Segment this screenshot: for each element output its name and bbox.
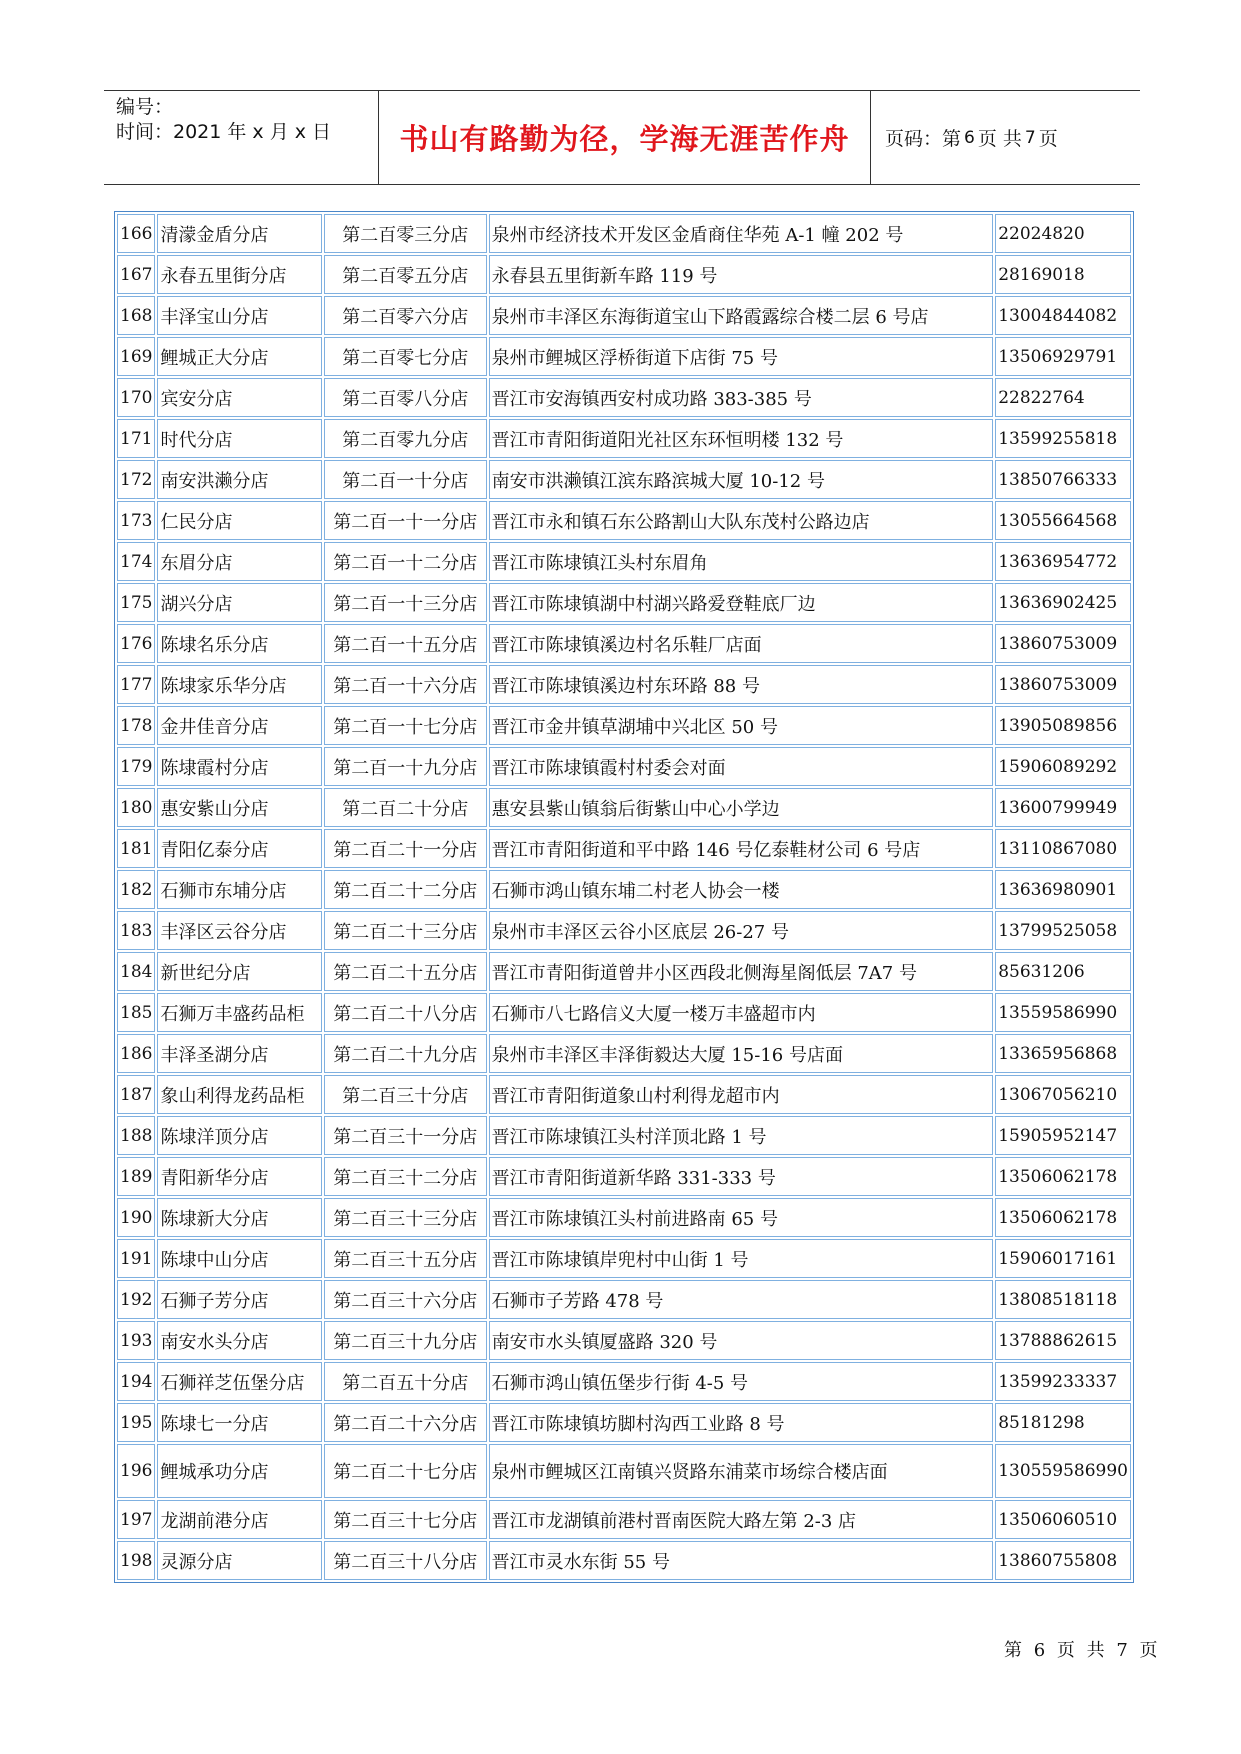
store-phone: 15906089292 <box>995 747 1131 786</box>
store-address: 石狮市八七路信义大厦一楼万丰盛超市内 <box>489 993 994 1032</box>
store-phone: 15905952147 <box>995 1116 1131 1155</box>
table-row <box>117 1362 1131 1401</box>
store-name: 陈埭中山分店 <box>157 1239 321 1278</box>
store-phone: 13788862615 <box>995 1321 1131 1360</box>
branch-code: 第二百二十二分店 <box>324 870 487 909</box>
store-name: 鲤城正大分店 <box>157 337 321 376</box>
table-row <box>117 665 1131 704</box>
row-number: 188 <box>117 1116 155 1155</box>
store-name: 丰泽区云谷分店 <box>157 911 321 950</box>
store-name: 惠安紫山分店 <box>157 788 321 827</box>
store-phone: 13808518118 <box>995 1280 1131 1319</box>
number-label: 编号： <box>116 96 174 118</box>
store-phone: 13636902425 <box>995 583 1131 622</box>
store-name: 陈埭新大分店 <box>157 1198 321 1237</box>
store-address: 晋江市青阳街道曾井小区西段北侧海星阁低层 7A7 号 <box>489 952 994 991</box>
store-name: 永春五里街分店 <box>157 255 321 294</box>
table-row <box>117 1034 1131 1073</box>
table-row <box>117 296 1131 335</box>
branch-code: 第二百零六分店 <box>324 296 487 335</box>
store-address: 晋江市陈埭镇溪边村东环路 88 号 <box>489 665 994 704</box>
store-address: 泉州市丰泽区云谷小区底层 26-27 号 <box>489 911 994 950</box>
store-name: 湖兴分店 <box>157 583 321 622</box>
store-name: 金井佳音分店 <box>157 706 321 745</box>
store-name: 象山利得龙药品柜 <box>157 1075 321 1114</box>
table-row <box>117 1116 1131 1155</box>
store-name: 陈埭名乐分店 <box>157 624 321 663</box>
branch-code: 第二百三十二分店 <box>324 1157 487 1196</box>
row-number: 168 <box>117 296 155 335</box>
row-number: 184 <box>117 952 155 991</box>
row-number: 187 <box>117 1075 155 1114</box>
page-header <box>104 90 1140 185</box>
table-row <box>117 788 1131 827</box>
table-row <box>117 337 1131 376</box>
row-number: 170 <box>117 378 155 417</box>
branch-code: 第二百二十一分店 <box>324 829 487 868</box>
row-number: 180 <box>117 788 155 827</box>
page-total: 7 <box>1024 127 1036 148</box>
table-row <box>117 501 1131 540</box>
store-phone: 13506929791 <box>995 337 1131 376</box>
branch-code: 第二百三十六分店 <box>324 1280 487 1319</box>
store-address: 晋江市安海镇西安村成功路 383-385 号 <box>489 378 994 417</box>
store-name: 石狮市东埔分店 <box>157 870 321 909</box>
table-row <box>117 1541 1131 1580</box>
store-name: 鲤城承功分店 <box>157 1444 321 1498</box>
branch-code: 第二百一十一分店 <box>324 501 487 540</box>
store-address: 南安市洪濑镇江滨东路滨城大厦 10-12 号 <box>489 460 994 499</box>
table-row <box>117 952 1131 991</box>
store-address: 晋江市陈埭镇坊脚村沟西工业路 8 号 <box>489 1403 994 1442</box>
branch-code: 第二百三十九分店 <box>324 1321 487 1360</box>
branch-code: 第二百零七分店 <box>324 337 487 376</box>
store-name: 青阳亿泰分店 <box>157 829 321 868</box>
store-table <box>114 211 1134 1583</box>
table-row <box>117 255 1131 294</box>
store-name: 陈埭霞村分店 <box>157 747 321 786</box>
table-row <box>117 460 1131 499</box>
store-phone: 130559586990 <box>995 1444 1131 1498</box>
branch-code: 第二百一十分店 <box>324 460 487 499</box>
store-name: 南安洪濑分店 <box>157 460 321 499</box>
store-address: 晋江市金井镇草湖埔中兴北区 50 号 <box>489 706 994 745</box>
branch-code: 第二百三十八分店 <box>324 1541 487 1580</box>
store-address: 晋江市陈埭镇江头村东眉角 <box>489 542 994 581</box>
row-number: 195 <box>117 1403 155 1442</box>
table-row <box>117 583 1131 622</box>
table-row <box>117 1075 1131 1114</box>
branch-code: 第二百三十一分店 <box>324 1116 487 1155</box>
store-name: 石狮万丰盛药品柜 <box>157 993 321 1032</box>
store-address: 晋江市陈埭镇岸兜村中山街 1 号 <box>489 1239 994 1278</box>
page-footer: 第 6 页 共 7 页 <box>1004 1640 1158 1661</box>
store-name: 陈埭七一分店 <box>157 1403 321 1442</box>
store-name: 青阳新华分店 <box>157 1157 321 1196</box>
store-name: 龙湖前港分店 <box>157 1500 321 1539</box>
store-phone: 13506062178 <box>995 1157 1131 1196</box>
branch-code: 第二百五十分店 <box>324 1362 487 1401</box>
store-address: 晋江市青阳街道和平中路 146 号亿泰鞋材公司 6 号店 <box>489 829 994 868</box>
row-number: 198 <box>117 1541 155 1580</box>
branch-code: 第二百一十二分店 <box>324 542 487 581</box>
store-phone: 13599233337 <box>995 1362 1131 1401</box>
store-address: 晋江市青阳街道阳光社区东环恒明楼 132 号 <box>489 419 994 458</box>
store-phone: 13860753009 <box>995 665 1131 704</box>
store-name: 丰泽宝山分店 <box>157 296 321 335</box>
branch-code: 第二百二十九分店 <box>324 1034 487 1073</box>
branch-code: 第二百一十六分店 <box>324 665 487 704</box>
table-row <box>117 1239 1131 1278</box>
page-prefix: 页码：第 <box>885 128 962 150</box>
store-address: 泉州市经济技术开发区金盾商住华苑 A-1 幢 202 号 <box>489 214 994 253</box>
store-phone: 13850766333 <box>995 460 1131 499</box>
store-phone: 13110867080 <box>995 829 1131 868</box>
header-page-indicator <box>871 91 1140 184</box>
store-phone: 13365956868 <box>995 1034 1131 1073</box>
store-name: 清濛金盾分店 <box>157 214 321 253</box>
store-phone: 13600799949 <box>995 788 1131 827</box>
store-phone: 13799525058 <box>995 911 1131 950</box>
store-address: 晋江市永和镇石东公路割山大队东茂村公路边店 <box>489 501 994 540</box>
branch-code: 第二百三十三分店 <box>324 1198 487 1237</box>
store-address: 晋江市陈埭镇湖中村湖兴路爱登鞋底厂边 <box>489 583 994 622</box>
store-phone: 85631206 <box>995 952 1131 991</box>
store-address: 晋江市陈埭镇江头村洋顶北路 1 号 <box>489 1116 994 1155</box>
table-row <box>117 1198 1131 1237</box>
store-address: 泉州市丰泽区丰泽街毅达大厦 15-16 号店面 <box>489 1034 994 1073</box>
store-address: 晋江市陈埭镇霞村村委会对面 <box>489 747 994 786</box>
row-number: 192 <box>117 1280 155 1319</box>
page-suffix: 页 <box>1038 128 1058 150</box>
store-name: 陈埭家乐华分店 <box>157 665 321 704</box>
store-name: 宾安分店 <box>157 378 321 417</box>
row-number: 172 <box>117 460 155 499</box>
table-row <box>117 1403 1131 1442</box>
row-number: 167 <box>117 255 155 294</box>
store-name: 石狮祥芝伍堡分店 <box>157 1362 321 1401</box>
store-phone: 13636980901 <box>995 870 1131 909</box>
table-row <box>117 911 1131 950</box>
store-address: 晋江市龙湖镇前港村晋南医院大路左第 2-3 店 <box>489 1500 994 1539</box>
store-phone: 28169018 <box>995 255 1131 294</box>
store-address: 晋江市陈埭镇江头村前进路南 65 号 <box>489 1198 994 1237</box>
table-row <box>117 829 1131 868</box>
table-row <box>117 1321 1131 1360</box>
table-row <box>117 214 1131 253</box>
store-phone: 13599255818 <box>995 419 1131 458</box>
store-phone: 13860755808 <box>995 1541 1131 1580</box>
row-number: 174 <box>117 542 155 581</box>
store-name: 石狮子芳分店 <box>157 1280 321 1319</box>
store-phone: 13559586990 <box>995 993 1131 1032</box>
branch-code: 第二百三十五分店 <box>324 1239 487 1278</box>
page-current: 6 <box>964 127 975 148</box>
branch-code: 第二百一十七分店 <box>324 706 487 745</box>
table-row <box>117 747 1131 786</box>
store-address: 石狮市鸿山镇伍堡步行街 4-5 号 <box>489 1362 994 1401</box>
store-phone: 15906017161 <box>995 1239 1131 1278</box>
branch-code: 第二百一十三分店 <box>324 583 487 622</box>
row-number: 193 <box>117 1321 155 1360</box>
row-number: 197 <box>117 1500 155 1539</box>
store-address: 晋江市青阳街道象山村利得龙超市内 <box>489 1075 994 1114</box>
store-table-body <box>117 214 1131 1580</box>
row-number: 176 <box>117 624 155 663</box>
row-number: 183 <box>117 911 155 950</box>
store-name: 丰泽圣湖分店 <box>157 1034 321 1073</box>
store-phone: 13004844082 <box>995 296 1131 335</box>
store-phone: 13506062178 <box>995 1198 1131 1237</box>
row-number: 185 <box>117 993 155 1032</box>
branch-code: 第二百三十分店 <box>324 1075 487 1114</box>
table-row <box>117 542 1131 581</box>
store-address: 晋江市灵水东街 55 号 <box>489 1541 994 1580</box>
branch-code: 第二百零八分店 <box>324 378 487 417</box>
branch-code: 第二百二十六分店 <box>324 1403 487 1442</box>
branch-code: 第二百一十五分店 <box>324 624 487 663</box>
store-name: 东眉分店 <box>157 542 321 581</box>
store-address: 泉州市鲤城区江南镇兴贤路东浦菜市场综合楼店面 <box>489 1444 994 1498</box>
row-number: 194 <box>117 1362 155 1401</box>
store-phone: 13067056210 <box>995 1075 1131 1114</box>
row-number: 189 <box>117 1157 155 1196</box>
header-meta <box>104 91 379 184</box>
store-phone: 13636954772 <box>995 542 1131 581</box>
row-number: 173 <box>117 501 155 540</box>
branch-code: 第二百零五分店 <box>324 255 487 294</box>
row-number: 166 <box>117 214 155 253</box>
row-number: 171 <box>117 419 155 458</box>
branch-code: 第二百二十分店 <box>324 788 487 827</box>
row-number: 186 <box>117 1034 155 1073</box>
store-phone: 22024820 <box>995 214 1131 253</box>
store-address: 泉州市丰泽区东海街道宝山下路霞露综合楼二层 6 号店 <box>489 296 994 335</box>
store-phone: 85181298 <box>995 1403 1131 1442</box>
row-number: 190 <box>117 1198 155 1237</box>
branch-code: 第二百二十八分店 <box>324 993 487 1032</box>
store-name: 南安水头分店 <box>157 1321 321 1360</box>
table-row <box>117 1500 1131 1539</box>
row-number: 181 <box>117 829 155 868</box>
table-row <box>117 419 1131 458</box>
store-address: 惠安县紫山镇翁后街紫山中心小学边 <box>489 788 994 827</box>
store-name: 时代分店 <box>157 419 321 458</box>
store-name: 灵源分店 <box>157 1541 321 1580</box>
store-address: 南安市水头镇厦盛路 320 号 <box>489 1321 994 1360</box>
table-row <box>117 870 1131 909</box>
store-name: 陈埭洋顶分店 <box>157 1116 321 1155</box>
store-address: 石狮市子芳路 478 号 <box>489 1280 994 1319</box>
row-number: 182 <box>117 870 155 909</box>
store-phone: 22822764 <box>995 378 1131 417</box>
row-number: 179 <box>117 747 155 786</box>
row-number: 191 <box>117 1239 155 1278</box>
store-phone: 13055664568 <box>995 501 1131 540</box>
store-phone: 13905089856 <box>995 706 1131 745</box>
store-name: 新世纪分店 <box>157 952 321 991</box>
store-address: 石狮市鸿山镇东埔二村老人协会一楼 <box>489 870 994 909</box>
branch-code: 第二百二十三分店 <box>324 911 487 950</box>
branch-code: 第二百零九分店 <box>324 419 487 458</box>
store-address: 永春县五里街新车路 119 号 <box>489 255 994 294</box>
store-phone: 13506060510 <box>995 1500 1131 1539</box>
store-address: 晋江市陈埭镇溪边村名乐鞋厂店面 <box>489 624 994 663</box>
branch-code: 第二百三十七分店 <box>324 1500 487 1539</box>
row-number: 196 <box>117 1444 155 1498</box>
row-number: 178 <box>117 706 155 745</box>
row-number: 169 <box>117 337 155 376</box>
table-row <box>117 1280 1131 1319</box>
table-row <box>117 706 1131 745</box>
page-mid: 页 共 <box>977 128 1022 150</box>
row-number: 175 <box>117 583 155 622</box>
store-name: 仁民分店 <box>157 501 321 540</box>
time-label: 时间：2021 年 x 月 x 日 <box>116 121 332 143</box>
table-row <box>117 624 1131 663</box>
branch-code: 第二百二十五分店 <box>324 952 487 991</box>
store-phone: 13860753009 <box>995 624 1131 663</box>
branch-code: 第二百零三分店 <box>324 214 487 253</box>
table-row <box>117 1444 1131 1498</box>
header-motto: 书山有路勤为径，学海无涯苦作舟 <box>379 91 871 184</box>
row-number: 177 <box>117 665 155 704</box>
table-row <box>117 993 1131 1032</box>
store-address: 晋江市青阳街道新华路 331-333 号 <box>489 1157 994 1196</box>
branch-code: 第二百一十九分店 <box>324 747 487 786</box>
store-address: 泉州市鲤城区浮桥街道下店街 75 号 <box>489 337 994 376</box>
branch-code: 第二百二十七分店 <box>324 1444 487 1498</box>
table-row <box>117 1157 1131 1196</box>
table-row <box>117 378 1131 417</box>
